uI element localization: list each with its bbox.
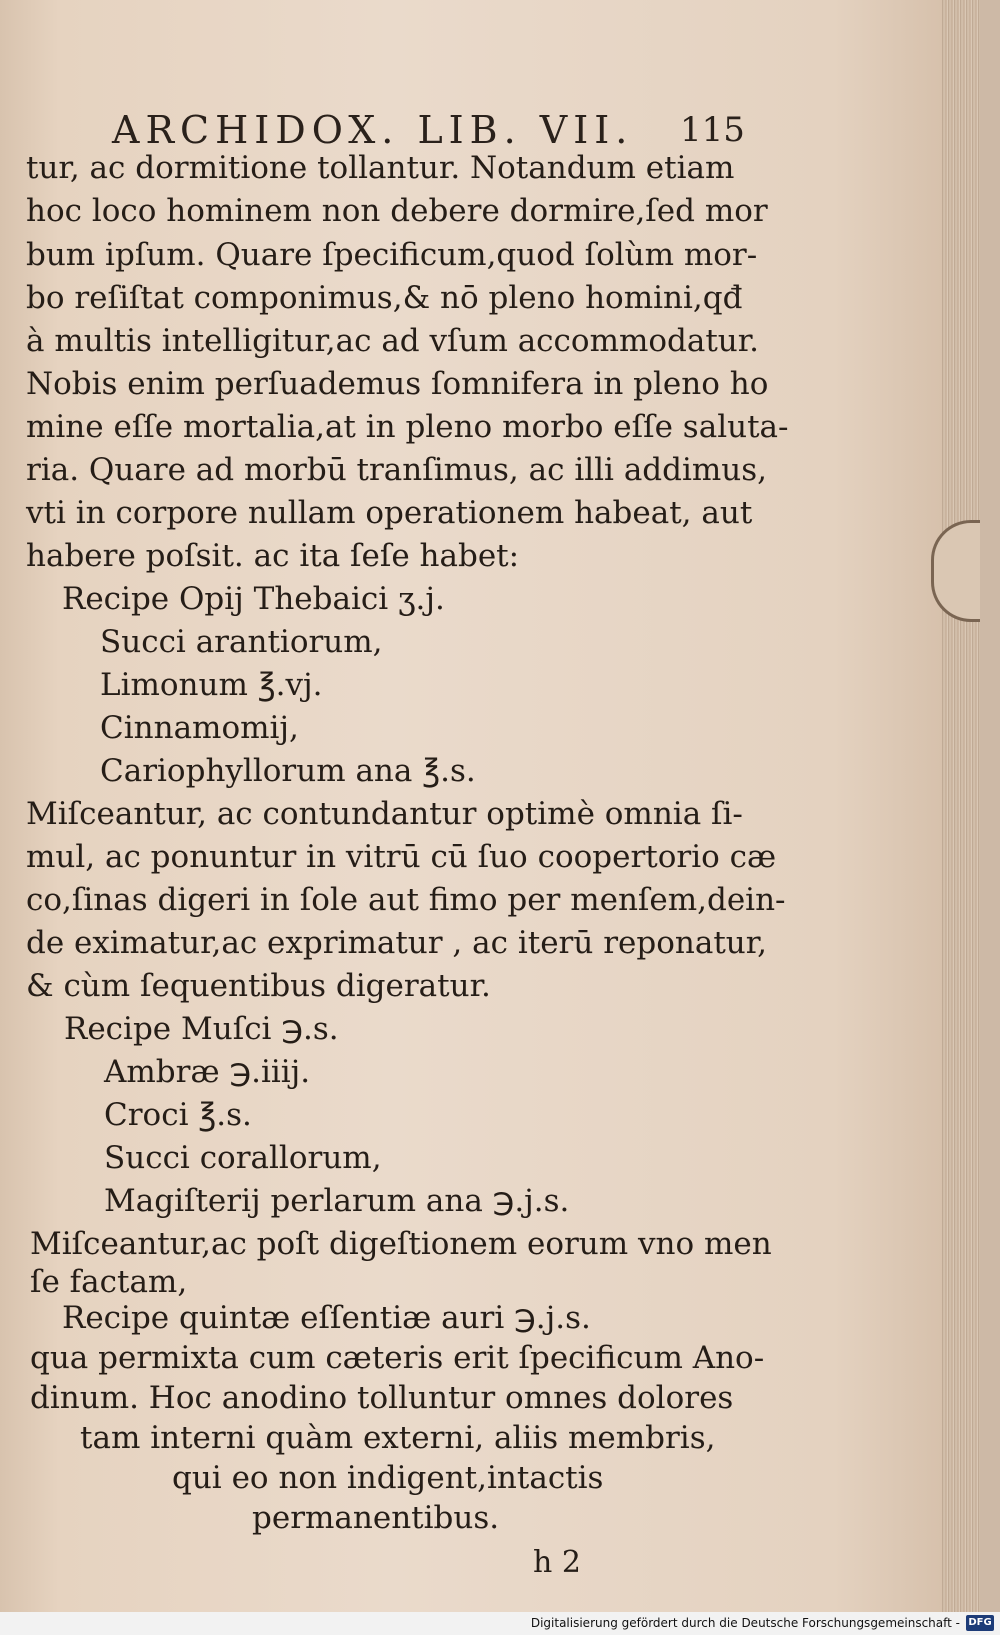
page-header [0,110,980,150]
text-line: à multis intelligitur,ac ad vſum accommodatur. [26,323,760,359]
text-line: Nobis enim perſuademus ſomnifera in pleno ho [26,366,769,402]
recipe-line: Recipe Muſci ℈.s. [64,1011,339,1047]
text-line: de eximatur,ac exprimatur , ac iterū reponatur, [26,925,768,961]
text-line: hoc loco hominem non debere dormire,ſed mor [26,193,768,229]
recipe-line: Recipe Opij Thebaici ʒ.j. [62,581,445,617]
text-line: ſe factam, [30,1264,188,1300]
text-line: co,ſinas digeri in ſole aut fimo per menſem,dein- [26,882,786,918]
ingredient-line: Cinnamomij, [100,710,299,746]
ingredient-line: Succi arantiorum, [100,624,383,660]
text-line: dinum. Hoc anodino tolluntur omnes dolores [30,1380,734,1416]
signature-mark: h 2 [533,1545,581,1580]
ingredient-line: Succi corallorum, [104,1140,382,1176]
text-line: permanentibus. [252,1500,500,1536]
text-line: & cùm ſequentibus digeratur. [26,968,491,1004]
clasp-tab [931,520,980,622]
page-number: 115 [680,110,745,150]
text-line: mul, ac ponuntur in vitrū cū ſuo coopertorio cæ [26,839,777,875]
ingredient-line: Cariophyllorum ana ℥.s. [100,753,476,789]
text-line: tur, ac dormitione tollantur. Notandum etiam [26,150,735,186]
dfg-logo-icon: DFG [966,1615,994,1631]
page-edges [942,0,980,1612]
ingredient-line: Ambræ ℈.iiij. [104,1054,311,1090]
text-line: habere poſsit. ac ita ſeſe habet: [26,538,520,574]
ingredient-line: Limonum ℥.vj. [100,667,323,703]
text-line: Miſceantur, ac contundantur optimè omnia ſi- [26,796,743,832]
text-line: qui eo non indigent,intactis [172,1460,604,1496]
footer-credit: Digitalisierung gefördert durch die Deutsche Forschungsgemeinschaft - [530,1616,960,1630]
text-line: qua permixta cum cæteris erit ſpecificum Ano- [30,1340,765,1376]
recipe-line: Recipe quintæ eſſentiæ auri ℈.j.s. [62,1300,591,1336]
text-line: ria. Quare ad morbū tranſimus, ac illi addimus, [26,452,768,488]
running-title: ARCHIDOX. LIB. VII. [112,108,634,152]
text-line: vti in corpore nullam operationem habeat, aut [26,495,753,531]
digitization-footer [0,1612,1000,1635]
text-line: Miſceantur,ac poſt digeſtionem eorum vno men [30,1226,772,1262]
ingredient-line: Magiſterij perlarum ana ℈.j.s. [104,1183,570,1219]
text-line: mine eſſe mortalia,at in pleno morbo eſſe saluta- [26,409,789,445]
text-line: tam interni quàm externi, aliis membris, [80,1420,716,1456]
ingredient-line: Croci ℥.s. [104,1097,252,1133]
text-line: bum ipſum. Quare ſpecificum,quod ſolùm mor- [26,237,758,273]
text-line: bo reſiſtat componimus,& nō pleno homini,qđ [26,280,743,316]
